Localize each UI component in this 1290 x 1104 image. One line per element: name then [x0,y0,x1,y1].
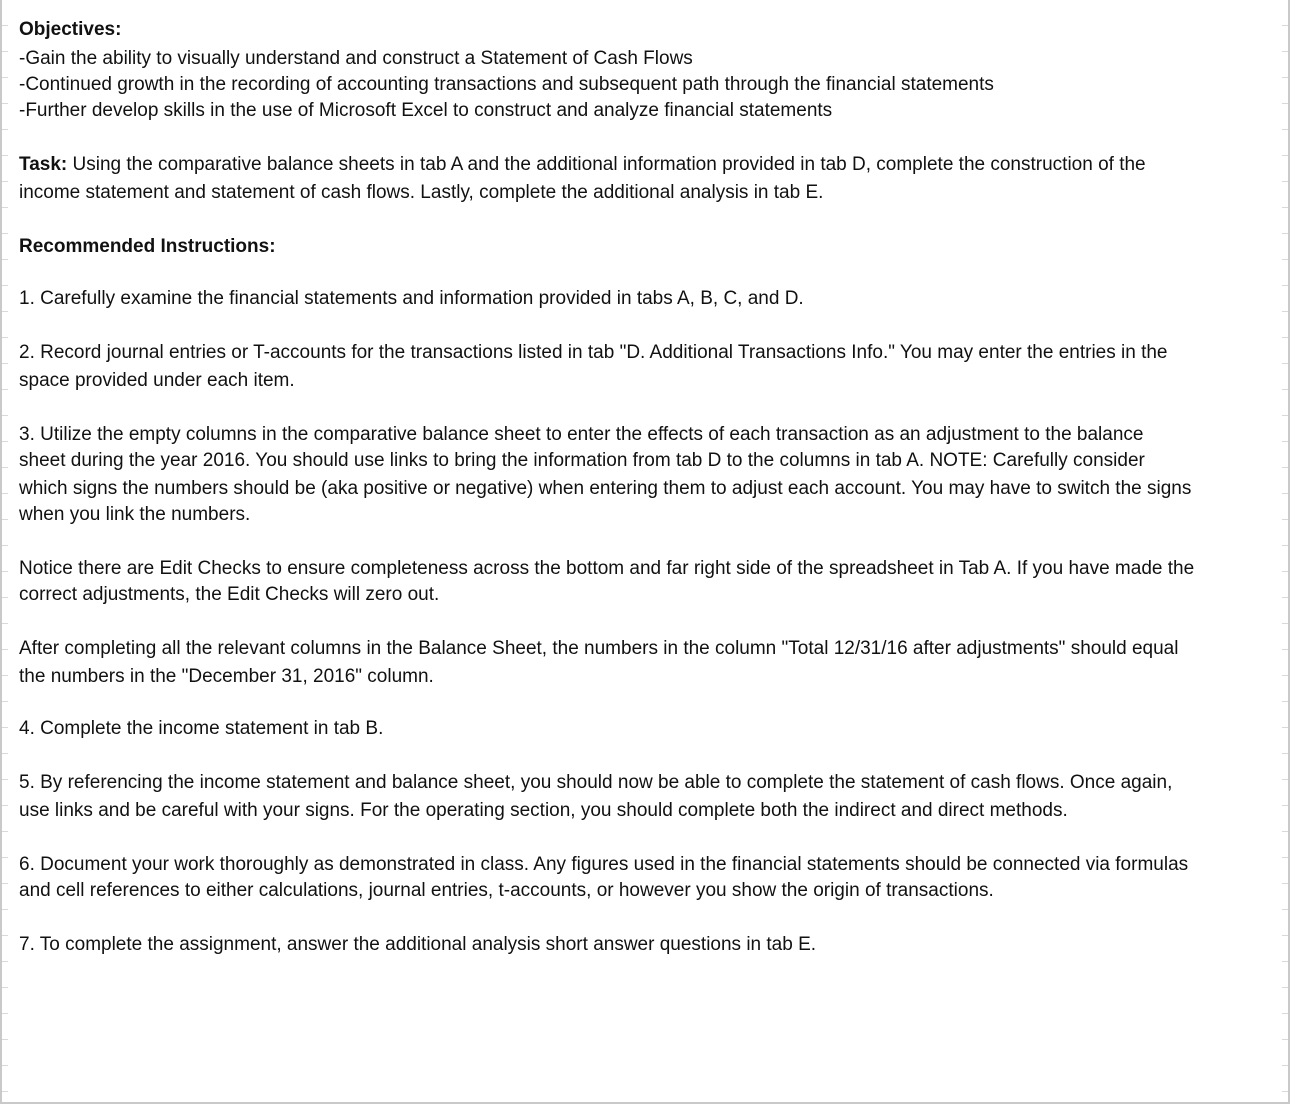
instruction-step-3-line-2: sheet during the year 2016. You should use links to bring the information from tab D to the columns in tab A. NOTE: Carefully consider [19,450,1145,471]
objective-item: -Continued growth in the recording of accounting transactions and subsequent path through the financial statements [19,74,994,95]
row-gridlines-right [1282,0,1288,1104]
edit-checks-note-line-2: correct adjustments, the Edit Checks will zero out. [19,584,440,605]
task-text: Using the comparative balance sheets in tab A and the additional information provided in tab D, complete the construction of the [67,154,1146,175]
after-completing-note-line-1: After completing all the relevant columns in the Balance Sheet, the numbers in the column "Total 12/31/16 after adjustments" should equal [19,638,1179,659]
objective-item: -Further develop skills in the use of Microsoft Excel to construct and analyze financial statements [19,100,833,121]
instruction-step-5-line-2: use links and be careful with your signs. For the operating section, you should complete both the indirect and direct methods. [19,800,1068,821]
task-line-1 [19,152,1146,178]
edit-checks-note-line-1: Notice there are Edit Checks to ensure completeness across the bottom and far right side of the spreadsheet in Tab A. If you have made the [19,558,1195,579]
instruction-step-2-line-2: space provided under each item. [19,370,295,391]
instruction-step-6-line-1: 6. Document your work thoroughly as demonstrated in class. Any figures used in the financial statements should be connected via formulas [19,854,1189,875]
objectives-heading: Objectives: [19,19,122,40]
task-line-2: income statement and statement of cash flows. Lastly, complete the additional analysis in tab E. [19,182,824,203]
instruction-step-4: 4. Complete the income statement in tab B. [19,718,384,739]
instruction-step-3-line-1: 3. Utilize the empty columns in the comparative balance sheet to enter the effects of each transaction as an adjustment to the balance [19,424,1144,445]
after-completing-note-line-2: the numbers in the "December 31, 2016" column. [19,666,434,687]
instruction-step-3-line-4: when you link the numbers. [19,504,251,525]
instruction-step-3-line-3: which signs the numbers should be (aka positive or negative) when entering them to adjust each account. You may have to switch the signs [19,478,1192,499]
instruction-step-2-line-1: 2. Record journal entries or T-accounts for the transactions listed in tab "D. Additional Transactions Info." You may enter the entries in the [19,342,1168,363]
objective-item: -Gain the ability to visually understand and construct a Statement of Cash Flows [19,48,693,69]
instructions-heading: Recommended Instructions: [19,236,276,257]
task-label: Task: [19,154,68,175]
instruction-step-7: 7. To complete the assignment, answer the additional analysis short answer questions in tab E. [19,934,817,955]
instruction-step-6-line-2: and cell references to either calculations, journal entries, t-accounts, or however you show the origin of transactions. [19,880,994,901]
instruction-step-5-line-1: 5. By referencing the income statement and balance sheet, you should now be able to complete the statement of cash flows. Once again, [19,772,1173,793]
row-gridlines-left [2,0,8,1104]
instruction-step-1: 1. Carefully examine the financial statements and information provided in tabs A, B, C, and D. [19,288,804,309]
